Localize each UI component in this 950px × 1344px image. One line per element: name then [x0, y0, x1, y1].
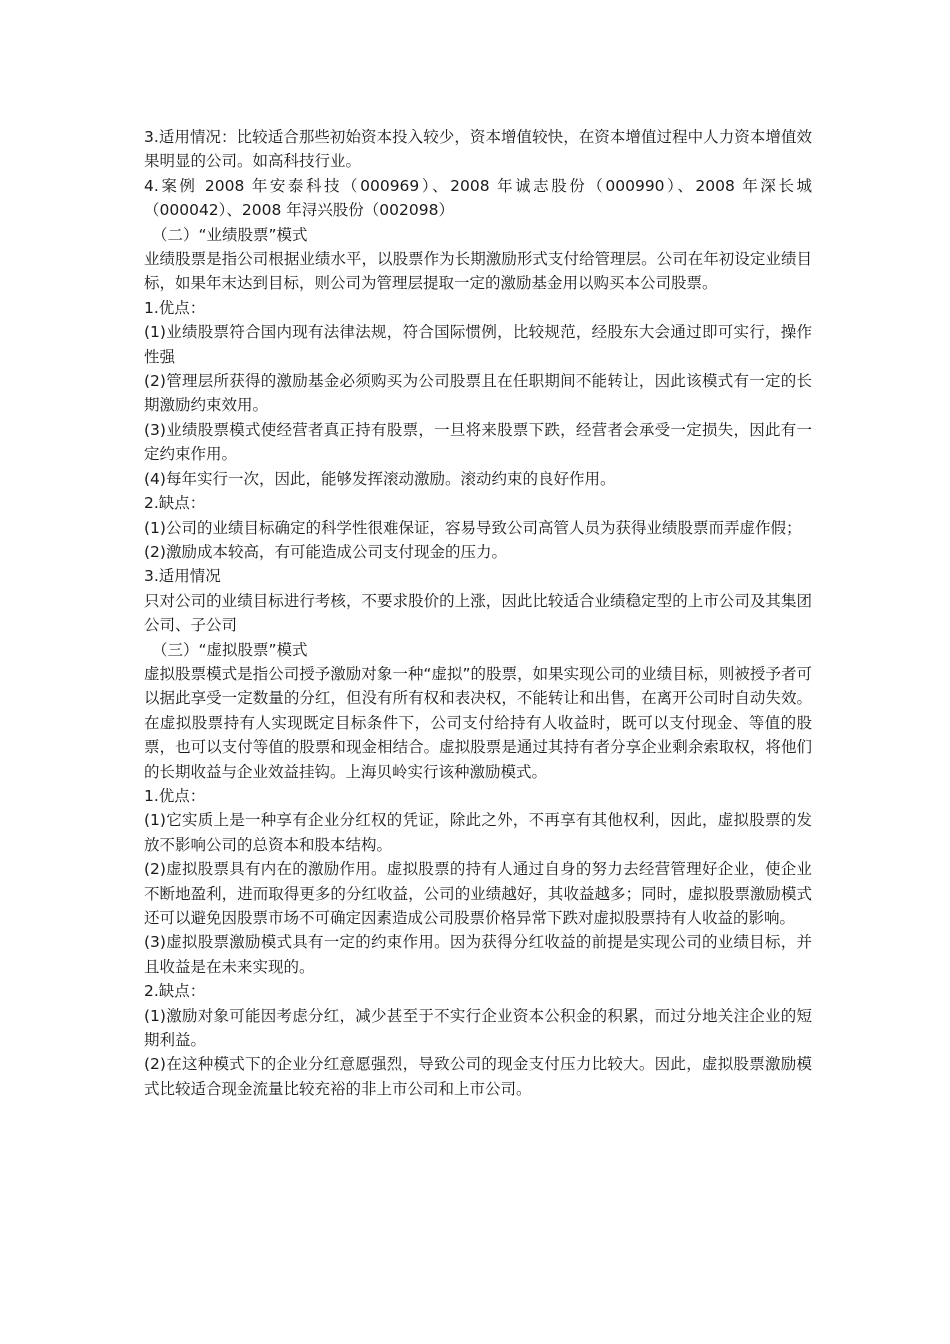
- list-item: (4)每年实行一次，因此，能够发挥滚动激励。滚动约束的良好作用。: [144, 469, 616, 488]
- section-heading-virtual-stock: （三）“虚拟股票”模式: [152, 640, 308, 659]
- list-item: (3)业绩股票模式使经营者真正持有股票，一旦将来股票下跌，经营者会承受一定损失，因此有一定约束作用。: [144, 420, 812, 464]
- paragraph-applicability-detail: 只对公司的业绩目标进行考核，不要求股价的上涨，因此比较适合业绩稳定型的上市公司及其集团公司、子公司: [144, 591, 812, 635]
- list-item: (1)业绩股票符合国内现有法律法规，符合国际惯例，比较规范，经股东大会通过即可实行，操作性强: [144, 323, 812, 366]
- list-item: (3)虚拟股票激励模式具有一定的约束作用。因为获得分红收益的前提是实现公司的业绩目标，并且收益是在未来实现的。: [144, 933, 812, 976]
- subheading-disadvantages: 2.缺点：: [144, 982, 206, 1001]
- list-item: (1)公司的业绩目标确定的科学性很难保证，容易导致公司高管人员为获得业绩股票而弄虚作假；: [144, 518, 802, 537]
- subheading-advantages: 1.优点：: [144, 298, 206, 317]
- list-item: (2)激励成本较高，有可能造成公司支付现金的压力。: [144, 542, 507, 561]
- subheading-applicability: 3.适用情况: [144, 567, 221, 586]
- paragraph-case-examples: 4.案例 2008 年安泰科技（000969）、2008 年诚志股份（000990）、2008 年深长城（000042）、2008 年浔兴股份（002098）: [144, 176, 812, 220]
- subheading-advantages: 1.优点：: [144, 786, 206, 805]
- paragraph-performance-stock-definition: 业绩股票是指公司根据业绩水平，以股票作为长期激励形式支付给管理层。公司在年初设定业绩目标，如果年末达到目标，则公司为管理层提取一定的激励基金用以购买本公司股票。: [144, 250, 812, 293]
- paragraph-virtual-stock-definition: 虚拟股票模式是指公司授予激励对象一种“虚拟”的股票，如果实现公司的业绩目标，则被授予者可以据此享受一定数量的分红，但没有所有权和表决权，不能转让和出售，在离开公司时自动失效。在虚拟股票持有人实现既定目标条件下，公司支付给持有人收益时，既可以支付现金、等值的股票，也可以支付等值的股票和现金相结合。虚拟股票是通过其持有者分享企业剩余索取权，将他们的长期收益与企业效益挂钩。上海贝岭实行该种激励模式。: [144, 664, 812, 781]
- section-heading-performance-stock: （二）“业绩股票”模式: [152, 225, 308, 244]
- list-item: (2)管理层所获得的激励基金必须购买为公司股票且在任职期间不能转让，因此该模式有一定的长期激励约束效用。: [144, 372, 812, 415]
- document-body: [144, 125, 812, 1101]
- subheading-disadvantages: 2.缺点：: [144, 494, 206, 513]
- paragraph-applicability: 3.适用情况：比较适合那些初始资本投入较少，资本增值较快，在资本增值过程中人力资本增值效果明显的公司。如高科技行业。: [144, 128, 812, 171]
- list-item: (2)虚拟股票具有内在的激励作用。虚拟股票的持有人通过自身的努力去经营管理好企业，使企业不断地盈利，进而取得更多的分红收益，公司的业绩越好，其收益越多；同时，虚拟股票激励模式还可以避免因股票市场不可确定因素造成公司股票价格异常下跌对虚拟股票持有人收益的影响。: [144, 860, 812, 927]
- list-item: (2)在这种模式下的企业分红意愿强烈，导致公司的现金支付压力比较大。因此，虚拟股票激励模式比较适合现金流量比较充裕的非上市公司和上市公司。: [144, 1055, 812, 1098]
- list-item: (1)激励对象可能因考虑分红，减少甚至于不实行企业资本公积金的积累，而过分地关注企业的短期利益。: [144, 1006, 812, 1050]
- list-item: (1)它实质上是一种享有企业分红权的凭证，除此之外，不再享有其他权利，因此，虚拟股票的发放不影响公司的总资本和股本结构。: [144, 811, 812, 854]
